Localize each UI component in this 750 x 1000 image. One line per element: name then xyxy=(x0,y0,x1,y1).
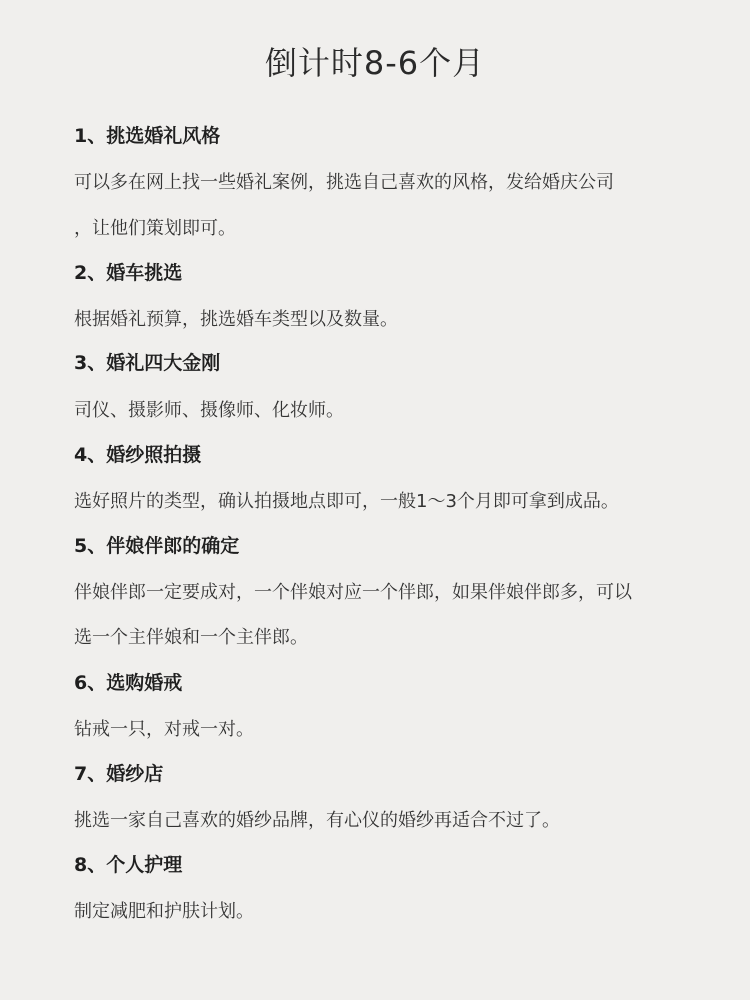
section-heading-6: 6、选购婚戒 xyxy=(74,672,183,694)
section-1-text-line-1: 可以多在网上找一些婚礼案例，挑选自己喜欢的风格，发给婚庆公司 xyxy=(74,172,614,193)
section-2-text-line-1: 根据婚礼预算，挑选婚车类型以及数量。 xyxy=(74,309,398,330)
section-6-text-line-1: 钻戒一只，对戒一对。 xyxy=(74,719,254,740)
section-heading-2: 2、婚车挑选 xyxy=(74,262,183,284)
section-7-text-line-1: 挑选一家自己喜欢的婚纱品牌，有心仪的婚纱再适合不过了。 xyxy=(74,810,560,831)
section-5-text-line-2: 选一个主伴娘和一个主伴郎。 xyxy=(74,627,308,648)
section-heading-8: 8、个人护理 xyxy=(74,854,183,876)
section-heading-1: 1、挑选婚礼风格 xyxy=(74,125,221,147)
section-heading-3: 3、婚礼四大金刚 xyxy=(74,352,221,374)
section-1-text-line-2: ，让他们策划即可。 xyxy=(74,218,236,239)
page-title: 倒计时8-6个月 xyxy=(264,44,486,82)
section-heading-4: 4、婚纱照拍摄 xyxy=(74,444,202,466)
section-heading-7: 7、婚纱店 xyxy=(74,763,164,785)
section-heading-5: 5、伴娘伴郎的确定 xyxy=(74,535,240,557)
section-5-text-line-1: 伴娘伴郎一定要成对，一个伴娘对应一个伴郎，如果伴娘伴郎多，可以 xyxy=(74,582,632,603)
section-8-text-line-1: 制定减肥和护肤计划。 xyxy=(74,901,254,922)
section-4-text-line-1: 选好照片的类型，确认拍摄地点即可，一般1～3个月即可拿到成品。 xyxy=(74,491,619,512)
section-3-text-line-1: 司仪、摄影师、摄像师、化妆师。 xyxy=(74,400,344,421)
